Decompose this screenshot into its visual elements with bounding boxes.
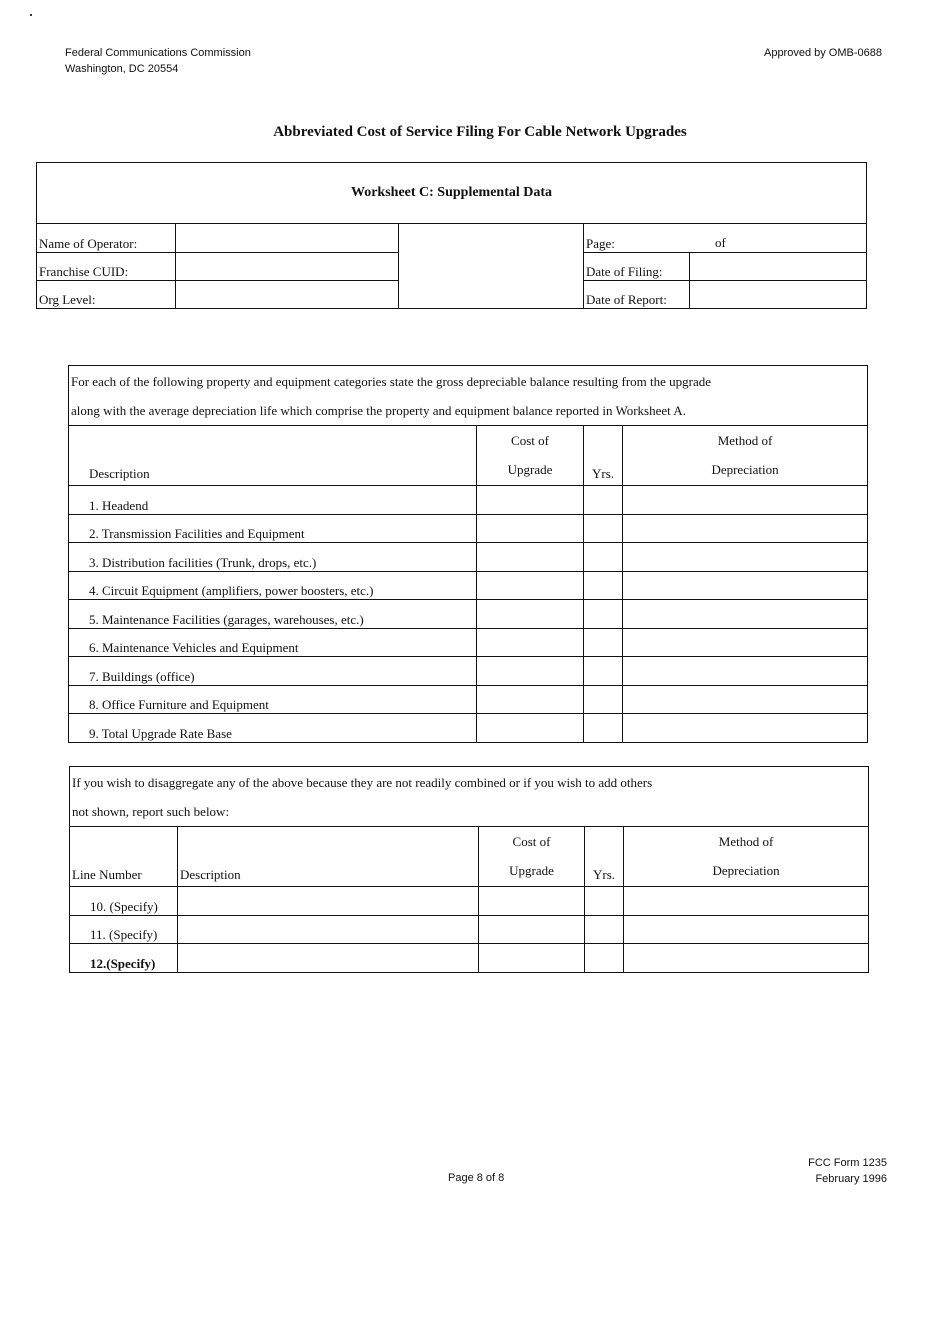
row-description: 8. Office Furniture and Equipment: [69, 686, 477, 714]
page-title: Abbreviated Cost of Service Filing For Cable Network Upgrades: [273, 124, 687, 140]
cost-cell[interactable]: [477, 686, 584, 714]
table-row: [70, 887, 869, 916]
method-cell[interactable]: [623, 486, 868, 515]
cost-cell[interactable]: [477, 486, 584, 515]
section2-instruction-line2: not shown, report such below:: [72, 804, 230, 819]
yrs-cell[interactable]: [584, 600, 623, 629]
cost-cell[interactable]: [479, 944, 585, 973]
method-cell[interactable]: [623, 515, 868, 543]
table-row: [70, 916, 869, 944]
table-row: [69, 657, 868, 686]
col-header-method-line1: Method of: [718, 834, 774, 849]
table-row: [70, 944, 869, 973]
page-field[interactable]: [584, 224, 867, 253]
property-equipment-table: [68, 365, 868, 743]
table-row: [69, 572, 868, 600]
description-cell[interactable]: [178, 887, 479, 916]
line-number-cell: 12.(Specify): [70, 944, 178, 973]
org-level-field[interactable]: [176, 281, 399, 309]
yrs-cell[interactable]: [584, 629, 623, 657]
col-header-cost-line1: Cost of: [511, 433, 549, 448]
worksheet-title: Worksheet C: Supplemental Data: [37, 163, 867, 224]
col-header-cost-line2: Upgrade: [509, 863, 554, 878]
additional-items-table: [69, 766, 869, 973]
method-cell[interactable]: [623, 572, 868, 600]
row-description: 5. Maintenance Facilities (garages, warehouses, etc.): [69, 600, 477, 629]
date-of-filing-label: Date of Filing:: [584, 253, 690, 281]
date-of-filing-field[interactable]: [690, 253, 867, 281]
col-header-cost: [477, 426, 584, 486]
cost-cell[interactable]: [479, 916, 585, 944]
date-of-report-label: Date of Report:: [584, 281, 690, 309]
blank-center-box: [399, 224, 584, 309]
table-row: [69, 486, 868, 515]
line-number-cell: 10. (Specify): [70, 887, 178, 916]
row-description: 9. Total Upgrade Rate Base: [69, 714, 477, 743]
cost-cell[interactable]: [477, 572, 584, 600]
row-description: 6. Maintenance Vehicles and Equipment: [69, 629, 477, 657]
table-row: [69, 543, 868, 572]
section1-instructions: [69, 366, 868, 426]
section1-instruction-line1: For each of the following property and equipment categories state the gross depreciable balance resulting from the upgrade: [71, 374, 712, 389]
row-description: 4. Circuit Equipment (amplifiers, power boosters, etc.): [69, 572, 477, 600]
cost-cell[interactable]: [477, 543, 584, 572]
section2-instruction-line1: If you wish to disaggregate any of the above because they are not readily combined or if you wish to add others: [72, 775, 653, 790]
agency-block: [65, 45, 251, 77]
page-of-label: of: [715, 235, 726, 250]
table-row: [69, 600, 868, 629]
cost-cell[interactable]: [477, 714, 584, 743]
name-of-operator-label: Name of Operator:: [37, 224, 176, 253]
description-cell[interactable]: [178, 944, 479, 973]
col-header-method: [624, 827, 869, 887]
description-cell[interactable]: [178, 916, 479, 944]
line-number-cell: 11. (Specify): [70, 916, 178, 944]
franchise-cuid-label: Franchise CUID:: [37, 253, 176, 281]
table-row: [69, 515, 868, 543]
col-header-cost: [479, 827, 585, 887]
yrs-cell[interactable]: [584, 657, 623, 686]
method-cell[interactable]: [624, 887, 869, 916]
yrs-cell[interactable]: [585, 887, 624, 916]
method-cell[interactable]: [623, 714, 868, 743]
col-header-method-line2: Depreciation: [711, 462, 779, 477]
method-cell[interactable]: [623, 686, 868, 714]
omb-approval: Approved by OMB-0688: [763, 47, 882, 59]
col-header-cost-line1: Cost of: [512, 834, 551, 849]
cost-cell[interactable]: [477, 657, 584, 686]
row-description: 3. Distribution facilities (Trunk, drops, etc.): [69, 543, 477, 572]
page-label: Page:: [586, 236, 615, 251]
yrs-cell[interactable]: [584, 515, 623, 543]
yrs-cell[interactable]: [585, 944, 624, 973]
yrs-cell[interactable]: [584, 714, 623, 743]
method-cell[interactable]: [623, 657, 868, 686]
cost-cell[interactable]: [477, 515, 584, 543]
org-level-label: Org Level:: [37, 281, 176, 309]
table-row: [69, 686, 868, 714]
agency-name: Federal Communications Commission: [65, 47, 251, 59]
col-header-line-number: Line Number: [70, 827, 178, 887]
col-header-description: Description: [69, 426, 477, 486]
col-header-yrs: Yrs.: [585, 827, 624, 887]
method-cell[interactable]: [624, 944, 869, 973]
scan-speck: [30, 14, 32, 16]
table-row: [69, 629, 868, 657]
col-header-method-line2: Depreciation: [712, 863, 780, 878]
form-number: FCC Form 1235: [808, 1157, 887, 1169]
cost-cell[interactable]: [477, 600, 584, 629]
col-header-cost-line2: Upgrade: [507, 462, 553, 477]
yrs-cell[interactable]: [584, 543, 623, 572]
franchise-cuid-field[interactable]: [176, 253, 399, 281]
row-description: 7. Buildings (office): [69, 657, 477, 686]
yrs-cell[interactable]: [585, 916, 624, 944]
table-row: [69, 714, 868, 743]
yrs-cell[interactable]: [584, 686, 623, 714]
col-header-method-line1: Method of: [717, 433, 773, 448]
agency-address: Washington, DC 20554: [65, 63, 179, 75]
method-cell[interactable]: [623, 543, 868, 572]
yrs-cell[interactable]: [584, 486, 623, 515]
worksheet-header-table: [36, 162, 867, 309]
row-description: 1. Headend: [69, 486, 477, 515]
method-cell[interactable]: [623, 629, 868, 657]
method-cell[interactable]: [623, 600, 868, 629]
method-cell[interactable]: [624, 916, 869, 944]
col-header-yrs: Yrs.: [584, 426, 623, 486]
page-number: Page 8 of 8: [448, 1172, 505, 1184]
cost-cell[interactable]: [479, 887, 585, 916]
row-description: 2. Transmission Facilities and Equipment: [69, 515, 477, 543]
section2-instructions: [70, 767, 869, 827]
yrs-cell[interactable]: [584, 572, 623, 600]
date-of-report-field[interactable]: [690, 281, 867, 309]
cost-cell[interactable]: [477, 629, 584, 657]
col-header-description: Description: [178, 827, 479, 887]
name-of-operator-field[interactable]: [176, 224, 399, 253]
form-date: February 1996: [815, 1173, 887, 1185]
form-id-block: [808, 1155, 887, 1187]
section1-instruction-line2: along with the average depreciation life which comprise the property and equipment balance reported in Worksheet A.: [71, 403, 686, 418]
col-header-method: [623, 426, 868, 486]
